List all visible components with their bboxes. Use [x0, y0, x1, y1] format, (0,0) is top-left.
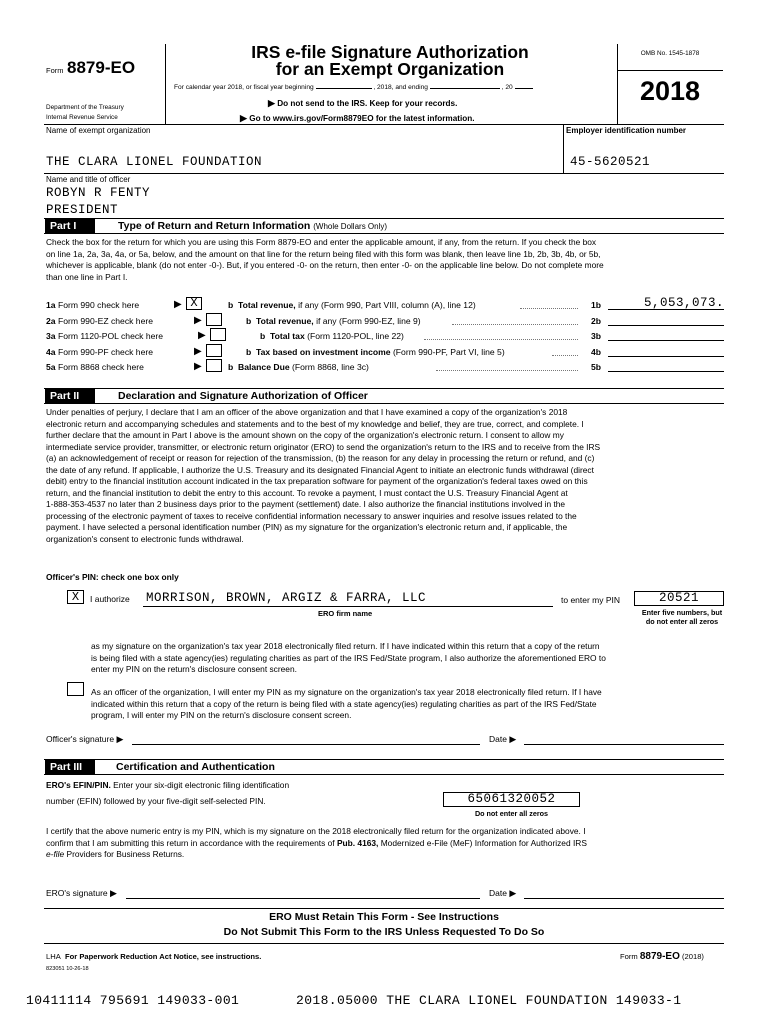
to-enter-pin-text: to enter my PIN [561, 595, 621, 605]
line-left-label: 2a Form 990-EZ check here [46, 316, 153, 326]
officer-pin-heading: Officer's PIN: check one box only [46, 572, 179, 582]
part1-title: Type of Return and Return Information (Whole Dollars Only) [118, 220, 388, 232]
title-line2: for an Exempt Organization [275, 59, 505, 79]
officer-date-line[interactable] [524, 744, 724, 745]
ero-signature-line[interactable] [126, 898, 480, 899]
line-left-label: 5a Form 8868 check here [46, 362, 144, 372]
part2-label: Part II [45, 389, 95, 403]
line-amount[interactable]: 5,053,073. [643, 296, 724, 310]
org-name: THE CLARA LIONEL FOUNDATION [46, 155, 263, 169]
part1-intro: Check the box for the return for which you are using this Form 8879-EO and enter the applicable amount, if any, from the return. If you check the box on line 1a, 2a, 3a, 4a, or 5a, below, and the amount on that line for the return being filed with this form was blank, then leave line 1b, 2b, 3b, 4b, or 5b, whichever is applicable, blank (do not enter -0-). But, if you entered -0- on the return, then enter -0- on the applicable line below. Do not complete more than one line in Part I. [46, 237, 604, 282]
line-ref: 4b [591, 347, 602, 357]
dot-leader [552, 355, 578, 356]
arrow-icon: ▶ [116, 734, 124, 744]
line-left-label: 4a Form 990-PF check here [46, 347, 153, 357]
part1-label: Part I [45, 219, 95, 233]
line-right-label: b Balance Due (Form 8868, line 3c) [228, 362, 369, 372]
ein-label: Employer identification number [566, 126, 687, 135]
omb-number: OMB No. 1545-1878 [640, 50, 700, 57]
ero-firm-label: ERO firm name [318, 609, 373, 618]
arrow-icon: ▶ [509, 734, 517, 744]
tax-year: 2018 [639, 76, 701, 106]
arrow-icon: ▶ [174, 299, 182, 310]
line-ref: 3b [591, 331, 602, 341]
org-name-label: Name of exempt organization [46, 126, 151, 135]
officer-name: ROBYN R FENTY [46, 186, 151, 200]
notice-do-not-send: ▶ Do not send to the IRS. Keep for your records. [268, 98, 458, 108]
notice-go-to: ▶ Go to www.irs.gov/Form8879EO for the latest information. [240, 113, 475, 123]
part2-declaration: Under penalties of perjury, I declare that I am an officer of the above organization and that I have examined a copy of the organization's 2018 electronic return and accompanying schedules and statements and to the best of my knowledge and belief, they are true, correct, and complete. I further declare that the amount in Part I above is the amount shown on the copy of the organization's electronic return. I consent to allow my intermediate service provider, transmitter, or electronic return originator (ERO) to send the organization's return to the IRS and to receive from the IRS (a) an acknowledgement of receipt or reason for rejection of the transmission, (b) the reason for any delay in processing the return or refund, and (c) the date of any refund. If applicable, I authorize the U.S. Treasury and its designated Financial Agent to initiate an electronic funds withdrawal (direct debit) entry to the financial institution account indicated in the tax preparation software for payment of the organization's federal taxes owed on this return, and the financial institution to debit the entry to this account. To revoke a payment, I must contact the U.S. Treasury Financial Agent at 1-888-353-4537 no later than 2 business days prior to the payment (settlement) date. I also authorize the financial institutions involved in the processing of the electronic payment of taxes to receive confidential information necessary to answer inquiries and resolve issues related to the payment. I have selected a personal identification number (PIN) as my signature for the organization's electronic return and, if applicable, the organization's consent to electronic funds withdrawal. [46, 407, 601, 544]
batch-line-a: 10411114 795691 149033-001 [26, 993, 240, 1008]
ero-certification: I certify that the above numeric entry is my PIN, which is my signature on the 2018 electronically filed return for the organization indicated above. I confirm that I am submitting this return in accordance with the requirements of Pub. 4163, Modernized e-File (MeF) Information for Authorized IRS e-file Providers for Business Returns. [46, 826, 587, 859]
authorize-text: I authorize [90, 594, 130, 604]
line-left-label: 3a Form 1120-POL check here [46, 331, 164, 341]
officer-title: PRESIDENT [46, 203, 119, 217]
line-ref: 1b [591, 300, 602, 310]
officer-pin-field[interactable]: 20521 [634, 591, 724, 606]
return-type-checkbox[interactable] [206, 313, 222, 326]
pin-note: Enter five numbers, but do not enter all zeros [641, 608, 723, 626]
line-right-label: b Total revenue, if any (Form 990, Part VIII, column (A), line 12) [228, 300, 476, 310]
ero-date-label: Date ▶ [489, 888, 517, 898]
ero-date-line[interactable] [524, 898, 724, 899]
line-right-label: b Total revenue, if any (Form 990-EZ, line 9) [246, 316, 421, 326]
do-not-submit-notice: Do Not Submit This Form to the IRS Unless Requested To Do So [223, 926, 545, 938]
title-line1: IRS e-file Signature Authorization [251, 42, 529, 62]
dot-leader [452, 324, 578, 325]
return-type-checkbox[interactable]: X [186, 297, 202, 310]
arrow-icon: ▶ [194, 315, 202, 326]
efin-text2: number (EFIN) followed by your five-digit self-selected PIN. [46, 796, 266, 806]
dot-leader [424, 339, 578, 340]
return-type-checkbox[interactable] [210, 328, 226, 341]
dot-leader [520, 308, 578, 309]
ero-efin-pin-field[interactable]: 65061320052 [443, 792, 580, 807]
part3-label: Part III [45, 760, 95, 774]
ero-signature-label: ERO's signature ▶ [46, 888, 117, 898]
arrow-icon: ▶ [240, 113, 247, 123]
calendar-line: For calendar year 2018, or fiscal year beginning , 2018, and ending , 20 [174, 84, 533, 91]
officer-signature-label: Officer's signature ▶ [46, 734, 124, 744]
part3-title: Certification and Authentication [116, 761, 275, 773]
dot-leader [436, 370, 578, 371]
ero-firm-name[interactable]: MORRISON, BROWN, ARGIZ & FARRA, LLC [146, 591, 427, 605]
ein-value: 45-5620521 [570, 155, 651, 169]
retain-notice: ERO Must Retain This Form - See Instructions [269, 911, 499, 923]
line-right-label: b Total tax (Form 1120-POL, line 22) [260, 331, 404, 341]
paperwork-notice: LHA For Paperwork Reduction Act Notice, see instructions. [46, 952, 262, 961]
part2-title: Declaration and Signature Authorization of Officer [118, 390, 368, 402]
dept-line2: Internal Revenue Service [46, 114, 118, 121]
officer-enter-pin-checkbox[interactable] [67, 682, 84, 696]
officer-date-label: Date ▶ [489, 734, 517, 744]
officer-signature-line[interactable] [132, 744, 480, 745]
arrow-icon: ▶ [198, 330, 206, 341]
return-type-checkbox[interactable] [206, 344, 222, 357]
arrow-icon: ▶ [194, 346, 202, 357]
arrow-icon: ▶ [268, 98, 275, 108]
authorize-ero-checkbox[interactable]: X [67, 590, 84, 604]
form-prefix: Form [46, 66, 64, 75]
sig-option1-text: as my signature on the organization's tax year 2018 electronically filed return. If I have indicated within this return that a copy of the return is being filed with a state agency(ies) regulating charities as part of the IRS Fed/State program, I also authorize the aforementioned ERO to enter my PIN on the return's disclosure consent screen. [91, 641, 606, 674]
line-right-label: b Tax based on investment income (Form 990-PF, Part VI, line 5) [246, 347, 505, 357]
arrow-icon: ▶ [194, 361, 202, 372]
line-ref: 2b [591, 316, 602, 326]
footer-form-id: Form 8879-EO (2018) [620, 951, 704, 962]
line-left-label: 1a Form 990 check here [46, 300, 140, 310]
form-code: 823051 10-26-18 [46, 966, 89, 972]
line-ref: 5b [591, 362, 602, 372]
return-type-checkbox[interactable] [206, 359, 222, 372]
batch-line-b: 2018.05000 THE CLARA LIONEL FOUNDATION 149033-1 [296, 993, 682, 1008]
form-number: 8879-EO [67, 58, 136, 77]
efin-text: ERO's EFIN/PIN. Enter your six-digit electronic filing identification [46, 780, 290, 790]
efin-note: Do not enter all zeros [474, 809, 549, 818]
arrow-icon: ▶ [509, 888, 517, 898]
dept-line1: Department of the Treasury [46, 104, 124, 111]
officer-label: Name and title of officer [46, 175, 131, 184]
sig-option2-text: As an officer of the organization, I will enter my PIN as my signature on the organization's tax year 2018 electronically filed return. If I have indicated within this return that a copy of the return is being filed with a state agency(ies) regulating charities as part of the IRS Fed/State program, I will enter my PIN on the return's disclosure consent screen. [91, 687, 602, 720]
arrow-icon: ▶ [110, 888, 117, 898]
